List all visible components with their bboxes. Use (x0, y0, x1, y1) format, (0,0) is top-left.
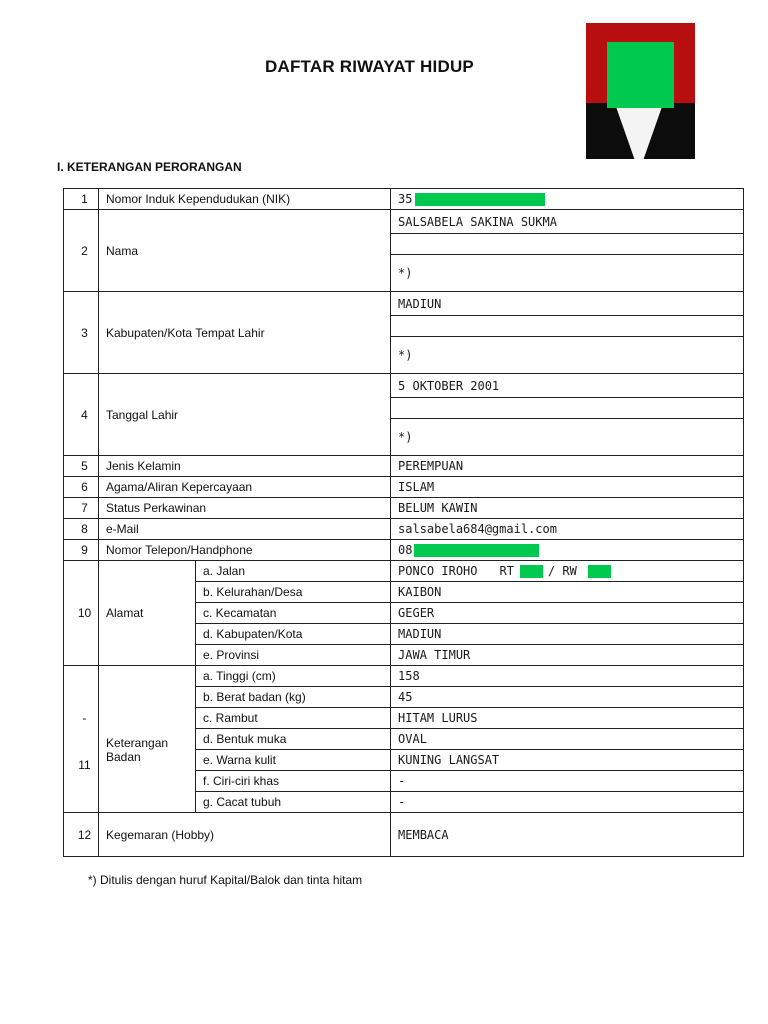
bentuk-muka-value: OVAL (391, 729, 744, 750)
row-label: Nomor Induk Kependudukan (NIK) (99, 189, 391, 210)
nama-line2 (391, 234, 744, 255)
kecamatan-value: GEGER (391, 603, 744, 624)
nama-note: *) (391, 255, 744, 292)
row-number: 6 (64, 477, 99, 498)
sub-label: f. Ciri-ciri khas (196, 771, 391, 792)
provinsi-value: JAWA TIMUR (391, 645, 744, 666)
row-label: Status Perkawinan (99, 498, 391, 519)
cacat-tubuh-value: - (391, 792, 744, 813)
berat-value: 45 (391, 687, 744, 708)
table-row (64, 374, 744, 398)
jalan-value (391, 561, 744, 582)
row-number-text: 11 (78, 758, 91, 772)
nama-value: SALSABELA SAKINA SUKMA (391, 210, 744, 234)
row-label: Agama/Aliran Kepercayaan (99, 477, 391, 498)
sub-label: d. Bentuk muka (196, 729, 391, 750)
row-label: Alamat (99, 561, 196, 666)
row-number: 2 (64, 210, 99, 292)
table-row (64, 210, 744, 234)
agama-value: ISLAM (391, 477, 744, 498)
rt-redaction (520, 565, 543, 578)
sub-label: d. Kabupaten/Kota (196, 624, 391, 645)
row-number (64, 666, 99, 813)
tanggal-lahir-value: 5 OKTOBER 2001 (391, 374, 744, 398)
row-number: 8 (64, 519, 99, 540)
sub-label: a. Tinggi (cm) (196, 666, 391, 687)
table-row (64, 561, 744, 582)
sub-label: e. Warna kulit (196, 750, 391, 771)
table-row (64, 456, 744, 477)
nik-redaction (415, 193, 545, 206)
tempat-lahir-note: *) (391, 337, 744, 374)
row-label: Tanggal Lahir (99, 374, 391, 456)
status-value: BELUM KAWIN (391, 498, 744, 519)
row-label: Jenis Kelamin (99, 456, 391, 477)
face-redaction (607, 42, 674, 108)
table-row (64, 477, 744, 498)
tinggi-value: 158 (391, 666, 744, 687)
email-value: salsabela684@gmail.com (391, 519, 744, 540)
sub-label: b. Kelurahan/Desa (196, 582, 391, 603)
sub-label: c. Kecamatan (196, 603, 391, 624)
telepon-text: 08 (398, 543, 413, 557)
profile-photo (586, 23, 695, 159)
section-title: I. KETERANGAN PERORANGAN (57, 160, 242, 174)
jalan-text: PONCO IROHO (398, 564, 478, 578)
row-number: 7 (64, 498, 99, 519)
row-label: Kegemaran (Hobby) (99, 813, 391, 857)
hobby-value: MEMBACA (391, 813, 744, 857)
table-row (64, 540, 744, 561)
telepon-redaction (414, 544, 539, 557)
table-row (64, 498, 744, 519)
row-number: 5 (64, 456, 99, 477)
table-row (64, 813, 744, 857)
sub-label: a. Jalan (196, 561, 391, 582)
nik-text: 35 (398, 192, 413, 206)
sub-label: c. Rambut (196, 708, 391, 729)
row-label: Kabupaten/Kota Tempat Lahir (99, 292, 391, 374)
row-label: Keterangan Badan (99, 666, 196, 813)
table-row (64, 292, 744, 316)
row-number: 12 (64, 813, 99, 857)
row-number: 9 (64, 540, 99, 561)
sub-label: g. Cacat tubuh (196, 792, 391, 813)
footnote: *) Ditulis dengan huruf Kapital/Balok dan tinta hitam (88, 873, 363, 887)
ciri-khas-value: - (391, 771, 744, 792)
table-row (64, 666, 744, 687)
jenis-kelamin-value: PEREMPUAN (391, 456, 744, 477)
tanggal-lahir-note: *) (391, 419, 744, 456)
row-number: 4 (64, 374, 99, 456)
sub-label: b. Berat badan (kg) (196, 687, 391, 708)
tempat-lahir-value: MADIUN (391, 292, 744, 316)
warna-kulit-value: KUNING LANGSAT (391, 750, 744, 771)
row-number: 1 (64, 189, 99, 210)
biodata-table (63, 188, 744, 857)
tempat-lahir-line2 (391, 316, 744, 337)
row-mark: - (82, 711, 87, 725)
sub-label: e. Provinsi (196, 645, 391, 666)
document-title: DAFTAR RIWAYAT HIDUP (265, 57, 474, 76)
row-number: 3 (64, 292, 99, 374)
rambut-value: HITAM LURUS (391, 708, 744, 729)
rw-redaction (588, 565, 611, 578)
kelurahan-value: KAIBON (391, 582, 744, 603)
rt-label: RT (499, 564, 514, 578)
kabupaten-value: MADIUN (391, 624, 744, 645)
row-number: 10 (64, 561, 99, 666)
row-label: e-Mail (99, 519, 391, 540)
row-label: Nomor Telepon/Handphone (99, 540, 391, 561)
rw-label: / RW (547, 564, 577, 578)
table-row (64, 189, 744, 210)
telepon-value (391, 540, 744, 561)
nik-value (391, 189, 744, 210)
tanggal-lahir-line2 (391, 398, 744, 419)
row-label: Nama (99, 210, 391, 292)
table-row (64, 519, 744, 540)
